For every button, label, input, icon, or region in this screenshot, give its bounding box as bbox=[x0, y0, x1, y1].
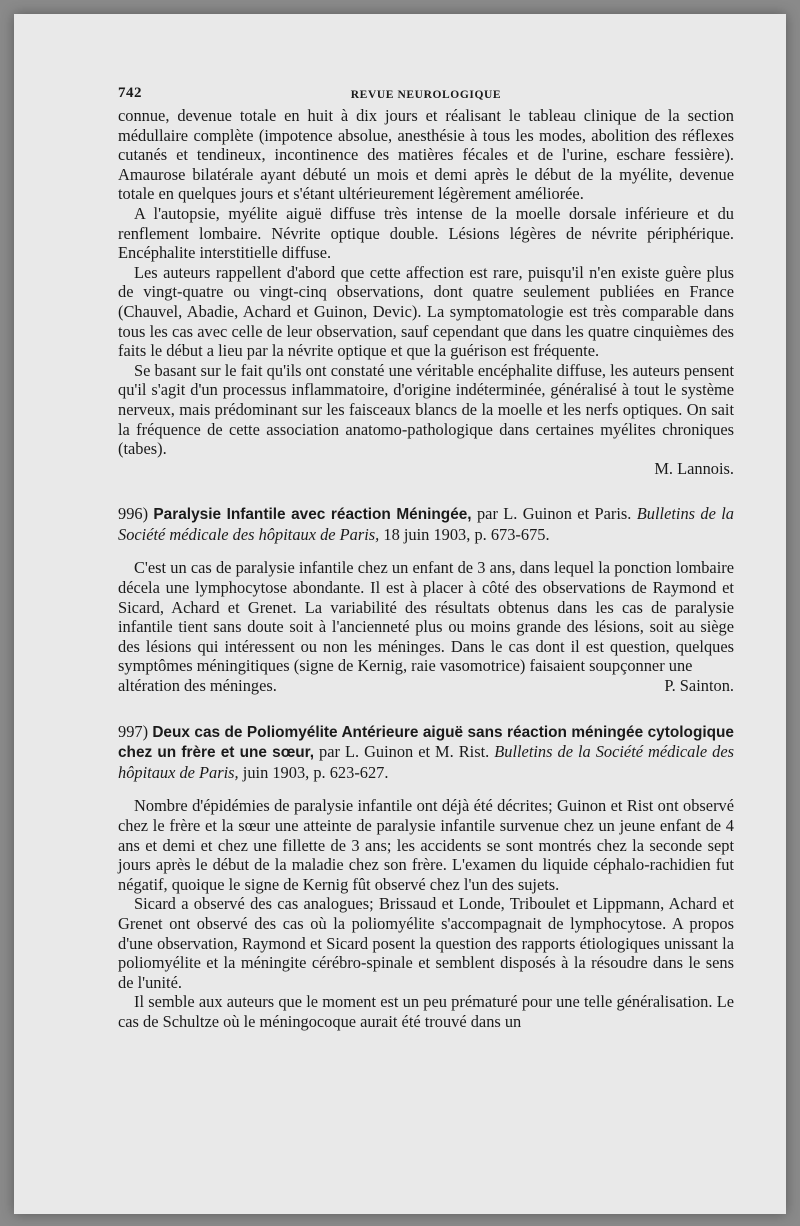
entry-996-last-line bbox=[118, 676, 734, 696]
entry-996-title: Paralysie Infantile avec réaction Méningée, bbox=[153, 506, 472, 524]
intro-paragraph-2: A l'autopsie, myélite aiguë diffuse très intense de la moelle dorsale inférieure et du renflement lombaire. Névrite optique double. Lésions légères de névrite périphérique. Encéphalite interstitielle diffuse. bbox=[118, 203, 734, 263]
entry-996-authors: par L. Guinon et Paris. bbox=[476, 504, 632, 524]
signature-lannois: M. Lannois. bbox=[654, 458, 734, 478]
page-content bbox=[118, 76, 734, 1032]
signature-sainton: P. Sainton. bbox=[664, 676, 734, 696]
entry-996-date-pages: 18 juin 1903, p. 673-675. bbox=[383, 524, 550, 544]
entry-996-body: C'est un cas de paralysie infantile chez un enfant de 3 ans, dans lequel la ponction lombaire décela une lymphocytose abondante. Il est à placer à côté des observations de Raymond et Sicard, Achard et Grenet. La variabilité des résultats obtenus dans les cas de paralysie infantile tient sans doute soit à l'ancienneté plus ou moins grande des lésions, soit au siège des lésions qui intéressent ou non les méninges. Dans le cas dont il est question, quelques symptômes méningitiques (signe de Kernig, raie vasomotrice) faisaient soupçonner une bbox=[118, 558, 734, 676]
entry-997 bbox=[118, 722, 734, 1032]
entry-997-paragraph-3: Il semble aux auteurs que le moment est un peu prématuré pour une telle généralisation. Le cas de Schultze où le méningocoque aurait été trouvé dans un bbox=[118, 992, 734, 1031]
entry-997-number: 997) bbox=[118, 721, 149, 741]
entry-997-paragraph-1: Nombre d'épidémies de paralysie infantile ont déjà été décrites; Guinon et Rist ont observé chez le frère et la sœur une atteinte de paralysie infantile survenue chez un jeune enfant de 4 ans et demi et chez une fillette de 3 ans; les accidents se sont montrés chez la seconde sept jours après le début de la maladie chez son frère. L'examen du liquide céphalo-rachidien fut négatif, quoique le signe de Kernig fût observé chez l'un des sujets. bbox=[118, 796, 734, 894]
intro-paragraph-3: Les auteurs rappellent d'abord que cette affection est rare, puisqu'il n'en existe guère plus de vingt-quatre ou vingt-cinq observations, dont quatre seulement publiées en France (Chauvel, Abadie, Achard et Guinon, Devic). La symptomatologie est très comparable dans tous les cas avec celle de leur observation, sauf cependant que dans les quatre cinquièmes des faits le début a lieu par la névrite optique et que la guérison est fréquente. bbox=[118, 262, 734, 361]
entry-996-number: 996) bbox=[118, 504, 149, 524]
intro-paragraph-4: Se basant sur le fait qu'ils ont constaté une véritable encéphalite diffuse, les auteurs pensent qu'il s'agit d'un processus inflammatoire, d'origine indéterminée, généralisé à tout le système nerveux, mais prédominant sur les faisceaux blancs de la moelle et les nerfs optiques. On sait la fréquence de cette association anatomo-pathologique dans certaines myélites chroniques (tabes). bbox=[118, 360, 734, 459]
entry-996-source: Bulletins de la Société médicale des hôpitaux de Paris, bbox=[118, 504, 734, 544]
entry-996 bbox=[118, 504, 734, 695]
scanned-page bbox=[14, 14, 786, 1214]
entry-997-paragraph-2: Sicard a observé des cas analogues; Brissaud et Londe, Triboulet et Lippmann, Achard et Grenet ont observé des cas où la poliomyélite s'accompagnait de lymphocytose. A propos d'une observation, Raymond et Sicard posent la question des rapports étiologiques unissant la poliomyélite et la méningite cérébro-spinale et semblent disposés à la résoudre dans le sens de l'unité. bbox=[118, 894, 734, 992]
journal-title: REVUE NEUROLOGIQUE bbox=[350, 89, 502, 101]
entry-997-date-pages: juin 1903, p. 623-627. bbox=[242, 762, 389, 782]
entry-997-source: Bulletins de la Société médicale des hôpitaux de Paris, bbox=[118, 742, 735, 782]
entry-997-title: Deux cas de Poliomyélite Antérieure aiguë sans réaction méningée cytologique chez un frère et une sœur, bbox=[118, 723, 734, 762]
entry-996-heading bbox=[118, 504, 734, 544]
running-header bbox=[118, 76, 734, 106]
entry-997-heading bbox=[118, 722, 734, 783]
page-number: 742 bbox=[118, 85, 142, 101]
entry-997-authors: par L. Guinon et M. Rist. bbox=[319, 742, 490, 762]
entry-996-body-end: altération des méninges. bbox=[118, 676, 277, 696]
intro-paragraph-1: connue, devenue totale en huit à dix jours et réalisant le tableau clinique de la section médullaire complète (impotence absolue, anesthésie à tous les modes, abolition des réflexes cutanés et tendineux, incontinence des matières fécales et de l'urine, eschare fessière). Amaurose bilatérale ayant débuté un mois et demi après le début de la myélite, devenue totale en quelques jours et s'étant ultérieurement légèrement améliorée. bbox=[118, 106, 734, 204]
